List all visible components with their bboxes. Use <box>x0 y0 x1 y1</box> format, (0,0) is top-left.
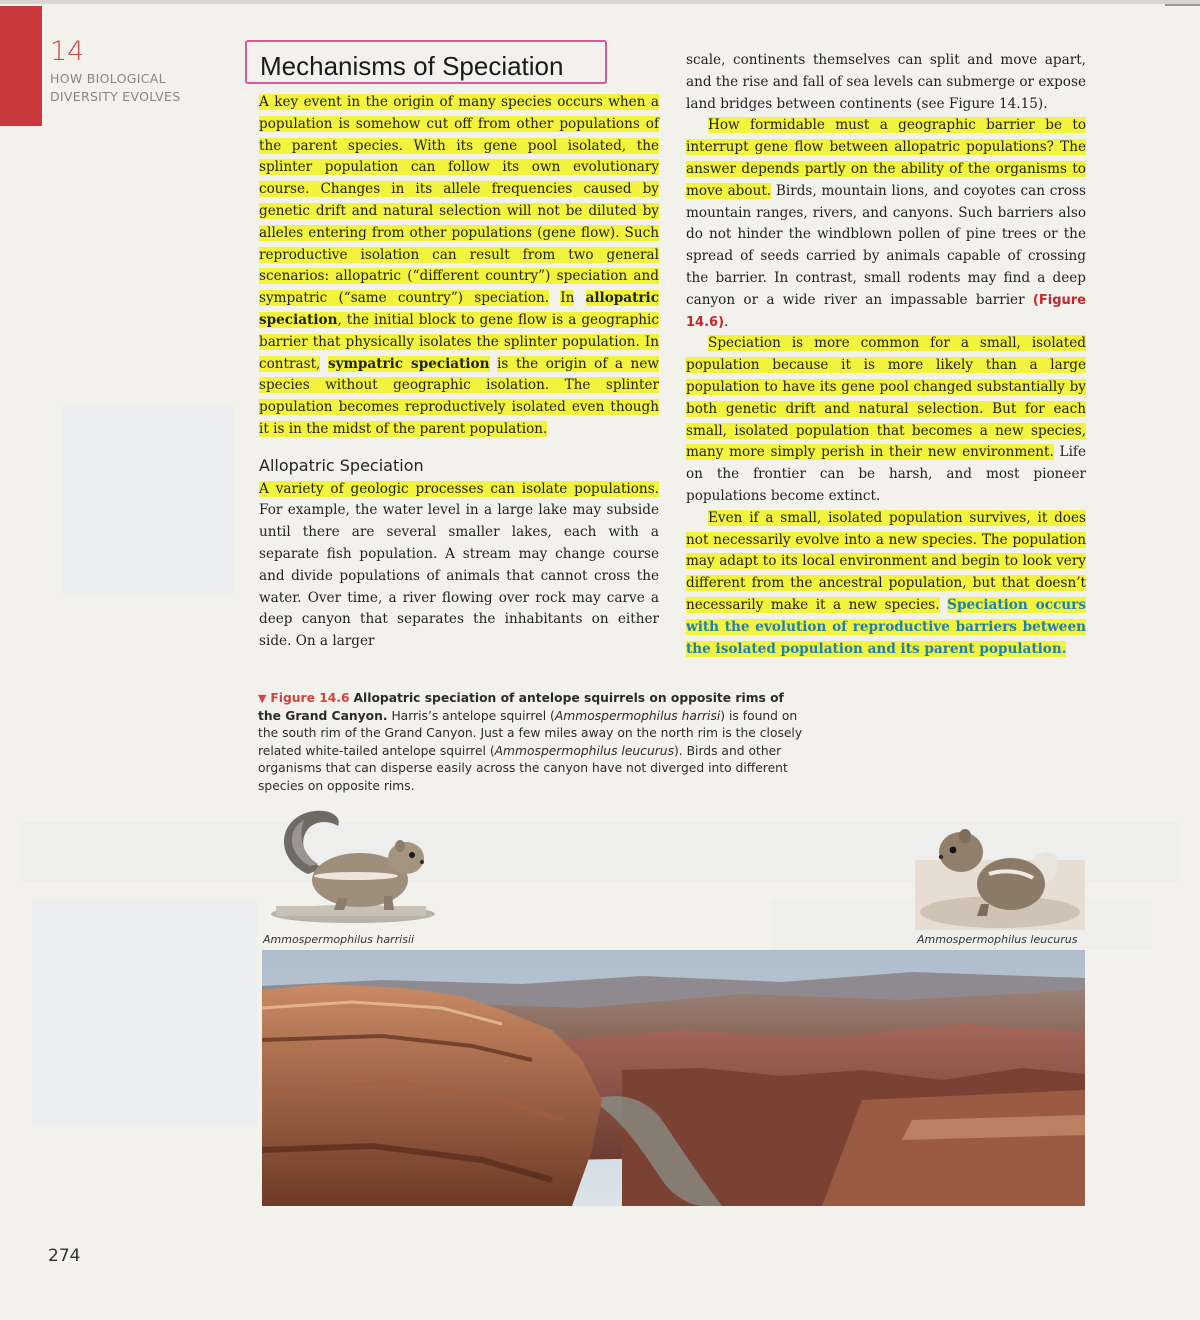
highlighted-text: In <box>560 290 575 307</box>
species-name: Ammospermophilus harrisi <box>554 708 721 723</box>
white-tailed-antelope-squirrel-image <box>915 812 1085 930</box>
species-label-right: Ammospermophilus leucurus <box>917 933 1078 946</box>
chapter-number: 14 <box>50 36 85 67</box>
left-column <box>259 92 659 653</box>
bleed-through-block <box>62 405 234 593</box>
caption-text: Harris’s antelope squirrel ( <box>391 708 555 723</box>
top-edge-mark <box>1165 4 1200 6</box>
body-text: . <box>724 313 729 330</box>
section-title-box <box>245 40 607 84</box>
figure-reference-link[interactable]: (Figure 14.6) <box>686 292 1086 330</box>
figure-caption <box>258 690 806 796</box>
highlighted-text: Speciation is more common for a small, isolated population because it is more likely than a large population to have its gene pool changed substantially by both genetic drift and natural selection. But for each small, isolated population that becomes a new species, many more simply perish in their new environment. <box>686 335 1086 461</box>
harris-antelope-squirrel-image <box>268 806 438 926</box>
body-text: For example, the water level in a large lake may subside until there are several smaller lakes, each with a separate fish population. A stream may change course and divide populations of animals that cannot cross the water. Over time, a river flowing over rock may carve a deep canyon that separates the inhabitants on either side. On a larger <box>259 502 659 650</box>
caption-text: ) is found on the south rim of the Grand Canyon. Just a few miles away on the north rim is the closely related white-tailed antelope squirrel ( <box>258 708 803 758</box>
key-term: allopatric speciation <box>259 290 659 328</box>
highlighted-text: A variety of geologic processes can isolate populations. <box>259 480 659 497</box>
paragraph-reproductive-barriers <box>686 508 1086 661</box>
subsection-heading: Allopatric Speciation <box>259 455 424 475</box>
caption-triangle-icon: ▼ <box>258 692 267 705</box>
grand-canyon-photo <box>262 950 1085 1206</box>
paragraph-allopatric <box>259 479 659 653</box>
key-concept: Speciation occurs with the evolution of reproductive barriers between the isolated population and its parent population. <box>686 596 1086 657</box>
highlighted-text: A key event in the origin of many species occurs when a population is somehow cut off from other populations of the parent species. With its gene pool isolated, the splinter population can follow its own evolutionary course. Changes in its allele frequencies caused by genetic drift and natural selection will not be diluted by alleles entering from other populations (gene flow). Such reproductive isolation can result from two general scenarios: allopatric (“different country”) speciation and sympatric (“same country”) speciation. <box>259 94 659 307</box>
paragraph-continued: scale, continents themselves can split and move apart, and the rise and fall of sea levels can submerge or expose land bridges between continents (see Figure 14.15). <box>686 52 1086 112</box>
page-number: 274 <box>48 1246 81 1266</box>
figure-number: Figure 14.6 <box>270 691 350 705</box>
bleed-through-block <box>32 900 257 1125</box>
section-title: Mechanisms of Speciation <box>260 51 564 81</box>
paragraph-intro <box>259 92 659 441</box>
body-text: Life on the frontier can be harsh, and most pioneer populations become extinct. <box>686 444 1086 504</box>
right-column <box>686 50 1086 660</box>
highlighted-text: is the origin of a new species without geographic isolation. The splinter population becomes reproductively isolated even though it is in the midst of the parent population. <box>259 355 659 437</box>
figure-title: Allopatric speciation of antelope squirrels on opposite rims of the Grand Canyon. <box>258 691 784 723</box>
paragraph-small-population <box>686 333 1086 507</box>
paragraph-barrier <box>686 115 1086 333</box>
highlighted-text: How formidable must a geographic barrier be to interrupt gene flow between allopatric populations? The answer depends partly on the ability of the organisms to move about. <box>686 117 1086 199</box>
chapter-title: HOW BIOLOGICAL DIVERSITY EVOLVES <box>50 71 181 104</box>
species-label-left: Ammospermophilus harrisii <box>263 933 415 946</box>
chapter-tab <box>0 6 42 126</box>
top-edge <box>0 0 1200 4</box>
highlighted-text: , the initial block to gene flow is a geographic barrier that physically isolates the splinter population. In contrast, <box>259 311 659 372</box>
body-text: Birds, mountain lions, and coyotes can cross mountain ranges, rivers, and canyons. Such barriers also do not hinder the windblown pollen of pine trees or the spread of seeds carried by animals capable of crossing the barrier. In contrast, small rodents may find a deep canyon or a wide river an impassable barrier <box>686 182 1086 308</box>
highlighted-text: Even if a small, isolated population survives, it does not necessarily evolve into a new species. The population may adapt to its local environment and begin to look very different from the ancestral population, but that doesn’t necessarily make it a new species. <box>686 509 1086 613</box>
key-term: sympatric speciation <box>327 355 490 372</box>
caption-text: ). Birds and other organisms that can disperse easily across the canyon have not diverged into different species on opposite rims. <box>258 743 788 793</box>
species-name: Ammospermophilus leucurus <box>494 743 674 758</box>
